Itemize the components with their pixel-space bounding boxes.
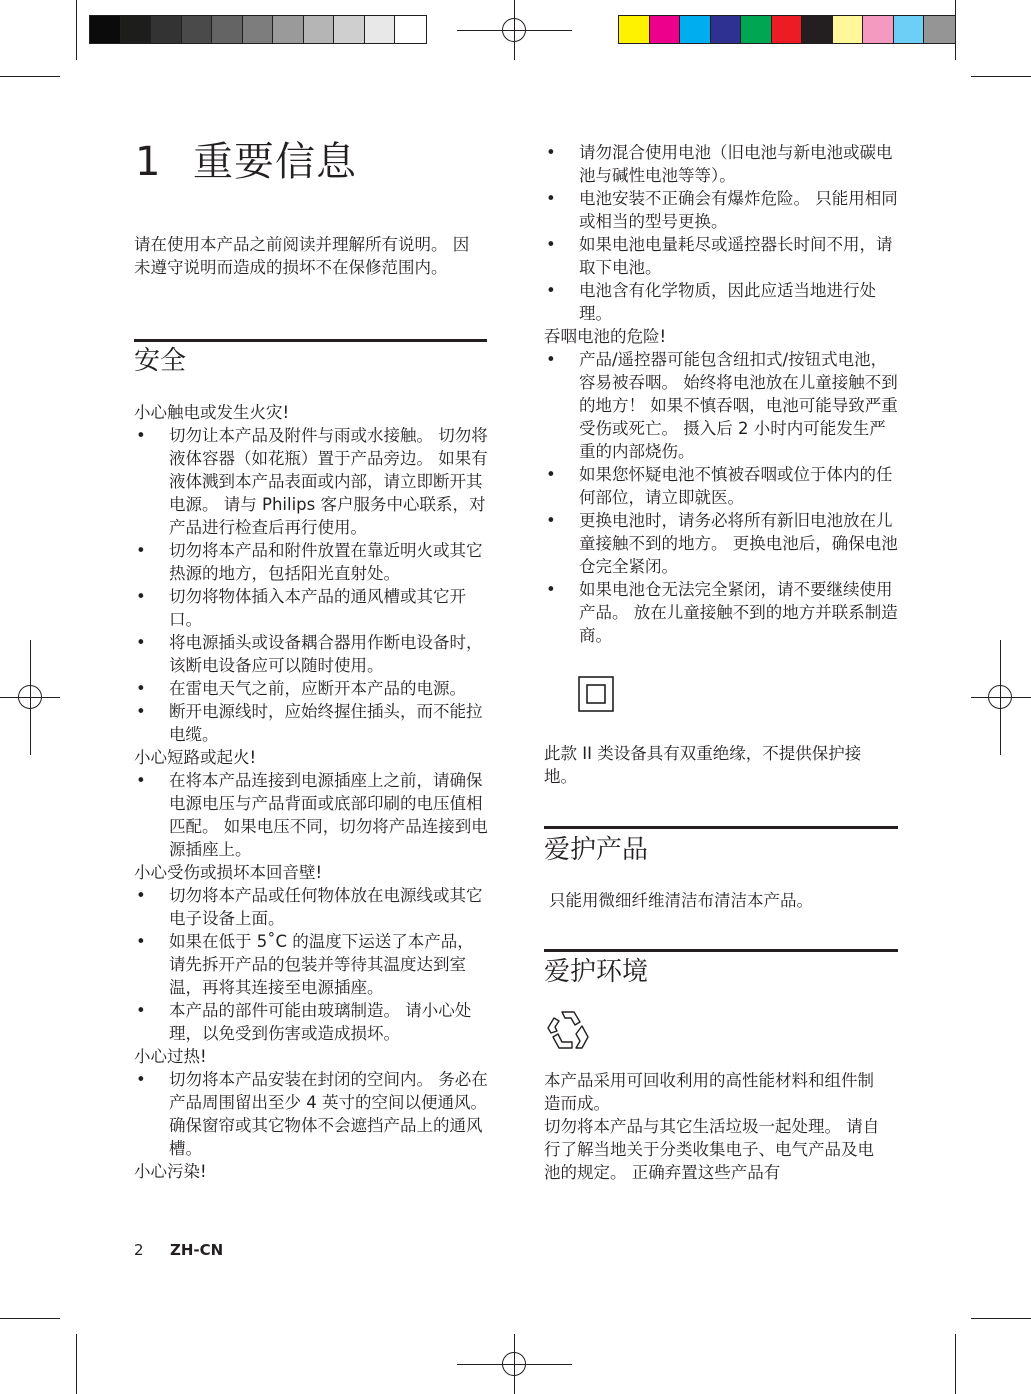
- list-item-text: 切勿将物体插入本产品的通风槽或其它开口。: [169, 587, 466, 629]
- section-rule: [544, 826, 898, 829]
- bullet-icon: •: [546, 189, 556, 208]
- color-swatch: [680, 16, 711, 43]
- battery-section: [544, 141, 900, 647]
- care-text: 只能用微细纤维清洁布清洁本产品。: [549, 891, 813, 910]
- color-swatch: [894, 16, 925, 43]
- warning-title: 小心短路或起火!: [134, 748, 257, 767]
- warning-title: 小心污染!: [134, 1162, 207, 1181]
- warning-title: 吞咽电池的危险!: [544, 327, 667, 346]
- crop-mark: [955, 0, 956, 60]
- bullet-list: [134, 884, 490, 1045]
- crop-mark: [0, 1318, 60, 1319]
- list-item: [544, 463, 900, 509]
- color-swatch: [243, 16, 274, 43]
- list-item: [544, 279, 900, 325]
- list-item: [134, 677, 490, 700]
- bullet-icon: •: [546, 281, 556, 300]
- crop-mark: [971, 1318, 1031, 1319]
- color-swatch: [365, 16, 396, 43]
- crop-mark: [971, 76, 1031, 77]
- crop-mark: [76, 0, 77, 60]
- environment-text: [544, 1069, 889, 1184]
- class-ii-text: 此款 II 类设备具有双重绝缘，不提供保护接地。: [544, 744, 862, 786]
- bullet-icon: •: [136, 587, 146, 606]
- bullet-list: [134, 1068, 490, 1160]
- list-item: [544, 509, 900, 578]
- color-swatch: [182, 16, 213, 43]
- list-item-text: 切勿将本产品安装在封闭的空间内。 务必在产品周围留出至少 4 英寸的空间以便通风。 确保窗帘或其它物体不会遮挡产品上的通风槽。: [169, 1070, 488, 1158]
- list-item: [544, 141, 900, 187]
- safety-section: [134, 401, 490, 1183]
- section-rule: [544, 949, 898, 952]
- chapter-title-text: 重要信息: [193, 139, 357, 185]
- color-swatch: [619, 16, 650, 43]
- crop-mark: [0, 76, 60, 77]
- color-swatch: [151, 16, 182, 43]
- list-item: [134, 999, 490, 1045]
- warning-title: 小心触电或发生火灾!: [134, 403, 290, 422]
- list-item: [544, 578, 900, 647]
- bullet-icon: •: [136, 1001, 146, 1020]
- list-item: [544, 187, 900, 233]
- bullet-list: [134, 769, 490, 861]
- list-item: [134, 539, 490, 585]
- color-swatch: [924, 16, 955, 43]
- grayscale-color-bar: [89, 15, 427, 44]
- list-item-text: 切勿让本产品及附件与雨或水接触。 切勿将液体容器（如花瓶）置于产品旁边。 如果有液体溅到本产品表面或内部，请立即断开其电源。 请与 Philips 客户服务中心联系，对产品进行检查后再行使用。: [169, 426, 488, 537]
- color-swatch: [212, 16, 243, 43]
- language-code: ZH-CN: [170, 1241, 224, 1259]
- environment-paragraph: 切勿将本产品与其它生活垃圾一起处理。 请自行了解当地关于分类收集电子、电气产品及电池的规定。 正确弃置这些产品有: [544, 1117, 880, 1182]
- list-item: [134, 1068, 490, 1160]
- recycle-icon: [544, 1006, 592, 1054]
- bullet-icon: •: [136, 932, 146, 951]
- color-swatch: [304, 16, 335, 43]
- care-heading: 爱护产品: [544, 835, 649, 865]
- bullet-icon: •: [136, 886, 146, 905]
- warning-title: 小心过热!: [134, 1047, 207, 1066]
- color-swatch: [90, 16, 121, 43]
- warning-title: 小心受伤或损坏本回音壁!: [134, 863, 323, 882]
- crop-mark: [955, 1334, 956, 1394]
- bullet-icon: •: [546, 350, 556, 369]
- list-item-text: 如果在低于 5˚C 的温度下运送了本产品，请先拆开产品的包装并等待其温度达到室温，再将其连接至电源插座。: [169, 932, 474, 997]
- bullet-icon: •: [136, 541, 146, 560]
- list-item: [134, 884, 490, 930]
- list-item-text: 断开电源线时，应始终握住插头，而不能拉电缆。: [169, 702, 483, 744]
- list-item: [134, 631, 490, 677]
- list-item-text: 在将本产品连接到电源插座上之前，请确保电源电压与产品背面或底部印刷的电压值相匹配。 如果电压不同，切勿将产品连接到电源插座上。: [169, 771, 488, 859]
- list-item-text: 如果电池电量耗尽或遥控器长时间不用，请取下电池。: [579, 235, 893, 277]
- color-swatch: [802, 16, 833, 43]
- bullet-icon: •: [136, 426, 146, 445]
- double-square-class-ii-icon: [578, 676, 614, 712]
- color-swatch: [863, 16, 894, 43]
- list-item-text: 产品/遥控器可能包含纽扣式/按钮式电池，容易被吞咽。 始终将电池放在儿童接触不到的地方！ 如果不慎吞咽，电池可能导致严重受伤或死亡。 摄入后 2 小时内可能发生严重的内部烧伤。: [579, 350, 898, 461]
- list-item: [134, 585, 490, 631]
- list-item: [544, 233, 900, 279]
- list-item-text: 如果电池仓无法完全紧闭，请不要继续使用产品。 放在儿童接触不到的地方并联系制造商。: [579, 580, 898, 645]
- list-item: [134, 424, 490, 539]
- color-swatch: [121, 16, 152, 43]
- section-rule: [134, 339, 487, 342]
- list-item-text: 将电源插头或设备耦合器用作断电设备时，该断电设备应可以随时使用。: [169, 633, 483, 675]
- list-item-text: 切勿将本产品和附件放置在靠近明火或其它热源的地方，包括阳光直射处。: [169, 541, 483, 583]
- color-swatch: [334, 16, 365, 43]
- crop-mark: [76, 1334, 77, 1394]
- bullet-list: [134, 424, 490, 746]
- color-swatch: [833, 16, 864, 43]
- bullet-list: [544, 141, 900, 325]
- page-number: 2: [134, 1241, 144, 1259]
- list-item-text: 请勿混合使用电池（旧电池与新电池或碳电池与碱性电池等等）。: [579, 143, 893, 185]
- list-item-text: 电池安装不正确会有爆炸危险。 只能用相同或相当的型号更换。: [579, 189, 898, 231]
- bullet-icon: •: [546, 143, 556, 162]
- environment-heading: 爱护环境: [544, 957, 649, 987]
- bullet-icon: •: [136, 633, 146, 652]
- color-swatch: [273, 16, 304, 43]
- bullet-icon: •: [136, 771, 146, 790]
- environment-paragraph: 本产品采用可回收利用的高性能材料和组件制造而成。: [544, 1071, 874, 1113]
- list-item-text: 如果您怀疑电池不慎被吞咽或位于体内的任何部位，请立即就医。: [579, 465, 893, 507]
- intro-paragraph: 请在使用本产品之前阅读并理解所有说明。 因未遵守说明而造成的损坏不在保修范围内。: [134, 235, 470, 277]
- bullet-icon: •: [546, 465, 556, 484]
- list-item-text: 更换电池时，请务必将所有新旧电池放在儿童接触不到的地方。 更换电池后，确保电池仓完全紧闭。: [579, 511, 898, 576]
- list-item-text: 电池含有化学物质，因此应适当地进行处理。: [579, 281, 876, 323]
- bullet-icon: •: [546, 235, 556, 254]
- list-item: [134, 930, 490, 999]
- chapter-title: [135, 138, 357, 186]
- chapter-number: 1: [135, 139, 162, 185]
- list-item-text: 切勿将本产品或任何物体放在电源线或其它电子设备上面。: [169, 886, 483, 928]
- color-swatch: [772, 16, 803, 43]
- process-color-bar: [618, 15, 956, 44]
- color-swatch: [711, 16, 742, 43]
- list-item-text: 本产品的部件可能由玻璃制造。 请小心处理，以免受到伤害或造成损坏。: [169, 1001, 472, 1043]
- list-item: [134, 769, 490, 861]
- bullet-icon: •: [136, 679, 146, 698]
- color-swatch: [741, 16, 772, 43]
- color-swatch: [395, 16, 426, 43]
- safety-heading: 安全: [134, 346, 187, 376]
- bullet-icon: •: [546, 511, 556, 530]
- bullet-list: [544, 348, 900, 647]
- bullet-icon: •: [136, 1070, 146, 1089]
- list-item: [134, 700, 490, 746]
- color-swatch: [650, 16, 681, 43]
- list-item-text: 在雷电天气之前，应断开本产品的电源。: [169, 679, 466, 698]
- list-item: [544, 348, 900, 463]
- bullet-icon: •: [136, 702, 146, 721]
- bullet-icon: •: [546, 580, 556, 599]
